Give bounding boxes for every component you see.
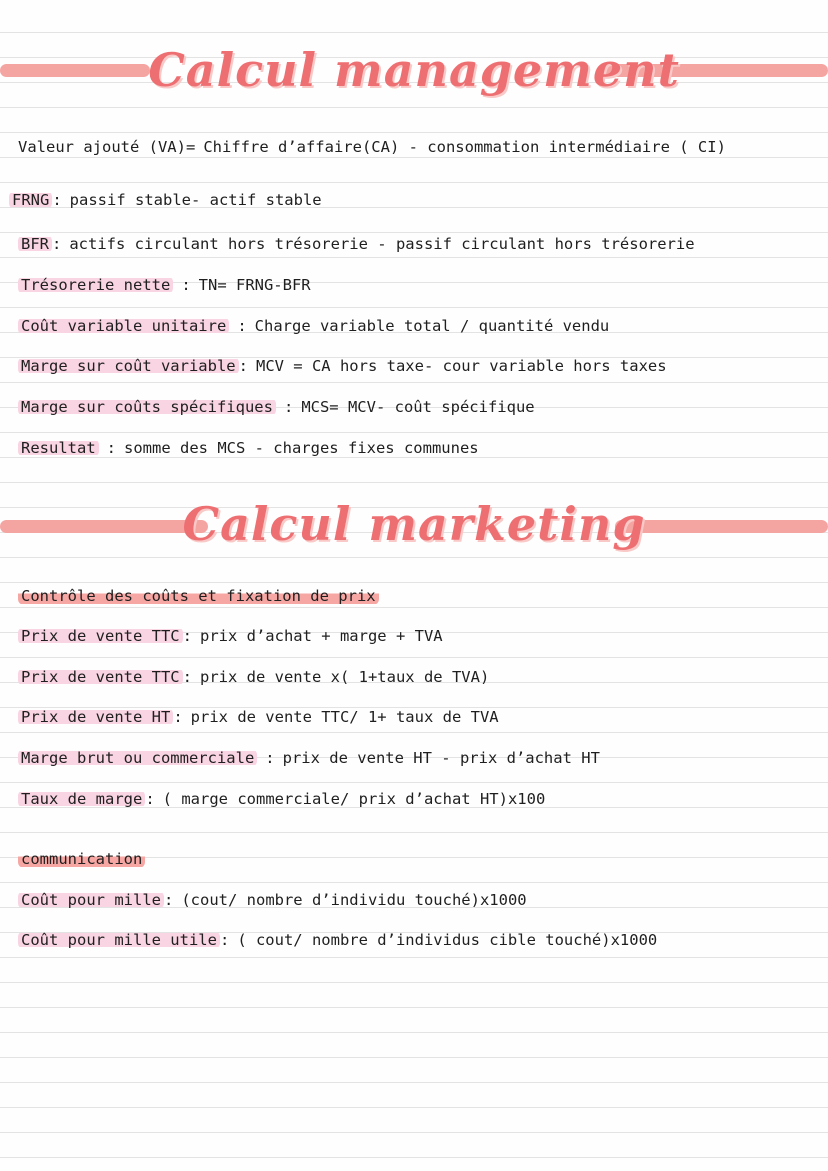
formula-separator: : xyxy=(219,931,230,949)
formula-line xyxy=(18,788,545,810)
formula-line xyxy=(18,625,443,647)
section-heading-management xyxy=(0,35,828,105)
formula-line xyxy=(18,929,657,951)
formula-text: Chiffre d’affaire(CA) - consommation intermédiaire ( CI) xyxy=(203,138,726,156)
formula-term: Taux de marge xyxy=(18,790,145,808)
formula-term: Coût variable unitaire xyxy=(18,317,229,335)
formula-term: Coût pour mille xyxy=(18,891,164,909)
formula-term: Prix de vente HT xyxy=(18,708,173,726)
formula-text: MCV = CA hors taxe- cour variable hors taxes xyxy=(255,357,667,375)
formula-line xyxy=(18,315,609,337)
formula-text: prix de vente TTC/ 1+ taux de TVA xyxy=(190,708,499,726)
formula-term: Trésorerie nette xyxy=(18,276,173,294)
formula-term: FRNG xyxy=(9,191,52,209)
formula-text: ( cout/ nombre d’individus cible touché)x1000 xyxy=(237,931,658,949)
section-heading-marketing xyxy=(0,489,828,559)
formula-text: actifs circulant hors trésorerie - passif circulant hors trésorerie xyxy=(69,235,695,253)
formula-separator: : xyxy=(265,749,275,767)
formula-term: Marge sur coûts spécifiques xyxy=(18,398,276,416)
formula-separator: : xyxy=(173,708,183,726)
formula-line xyxy=(9,189,322,211)
formula-text: prix d’achat + marge + TVA xyxy=(199,627,443,645)
formula-separator: : xyxy=(182,668,192,686)
subheading: Contrôle des coûts et fixation de prix xyxy=(18,587,379,605)
formula-text: prix de vente HT - prix d’achat HT xyxy=(282,749,600,767)
formula-term: Valeur ajouté (VA) xyxy=(18,138,186,156)
formula-term: Prix de vente TTC xyxy=(18,627,183,645)
formula-separator: : xyxy=(163,891,174,909)
formula-separator: : xyxy=(181,276,191,294)
section-title: Calcul marketing xyxy=(182,497,646,551)
formula-separator: : xyxy=(182,627,192,645)
formula-line xyxy=(18,233,695,255)
formula-term: Coût pour mille utile xyxy=(18,931,220,949)
formula-line xyxy=(18,396,535,418)
formula-line xyxy=(18,437,479,459)
formula-term: Marge sur coût variable xyxy=(18,357,239,375)
formula-line xyxy=(18,889,527,911)
formula-separator: : xyxy=(106,439,116,457)
formula-text: MCS= MCV- coût spécifique xyxy=(301,398,535,416)
formula-term: Resultat xyxy=(18,439,99,457)
formula-term: Marge brut ou commerciale xyxy=(18,749,257,767)
formula-text: ( marge commerciale/ prix d’achat HT)x100 xyxy=(162,790,546,808)
subheading-line xyxy=(18,585,379,607)
formula-term: BFR xyxy=(18,235,52,253)
formula-line xyxy=(18,355,667,377)
subheading: communication xyxy=(18,850,145,868)
formula-text: TN= FRNG-BFR xyxy=(198,276,311,294)
formula-separator: : xyxy=(283,398,294,416)
formula-separator: : xyxy=(52,191,62,209)
formula-separator: : xyxy=(238,357,248,375)
formula-text: prix de vente x( 1+taux de TVA) xyxy=(199,668,490,686)
formula-text: somme des MCS - charges fixes communes xyxy=(124,439,479,457)
subheading-line xyxy=(18,848,145,870)
formula-line xyxy=(18,706,499,728)
formula-text: passif stable- actif stable xyxy=(69,191,322,209)
formula-line xyxy=(18,136,726,158)
formula-line xyxy=(18,666,489,688)
formula-text: (cout/ nombre d’individu touché)x1000 xyxy=(181,891,527,909)
formula-separator: : xyxy=(237,317,247,335)
formula-line xyxy=(18,274,311,296)
formula-term: Prix de vente TTC xyxy=(18,668,183,686)
section-title: Calcul management xyxy=(148,43,680,97)
formula-separator: = xyxy=(185,138,196,156)
formula-separator: : xyxy=(145,790,155,808)
formula-separator: : xyxy=(52,235,62,253)
formula-text: Charge variable total / quantité vendu xyxy=(254,317,610,335)
formula-line xyxy=(18,747,600,769)
